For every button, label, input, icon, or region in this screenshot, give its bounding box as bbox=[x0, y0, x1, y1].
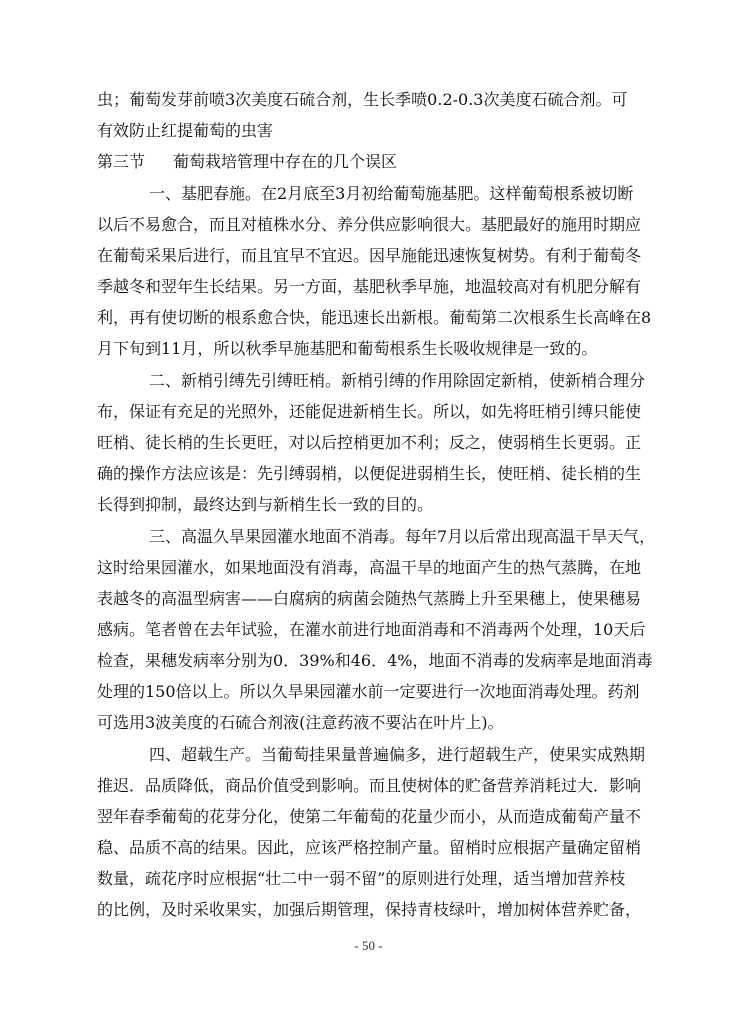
paragraph-3 bbox=[97, 521, 657, 738]
paragraph-line: 以后不易愈合，而且对植株水分、养分供应影响很大。基肥最好的施用时期应 bbox=[97, 215, 642, 234]
paragraph-line: 翌年春季葡萄的花芽分化，使第二年葡萄的花量少而小，从而造成葡萄产量不 bbox=[97, 807, 642, 826]
paragraph-line: 月下旬到11月，所以秋季早施基肥和葡萄根系生长吸收规律是一致的。 bbox=[97, 339, 598, 358]
section-heading bbox=[97, 146, 657, 177]
paragraph-line: 可选用3波美度的石硫合剂液(注意药液不要沾在叶片上)。 bbox=[97, 713, 504, 732]
paragraph-2 bbox=[97, 365, 657, 520]
paragraph-line: 表越冬的高温型病害——白腐病的病菌会随热气蒸腾上升至果穗上，使果穗易 bbox=[97, 589, 642, 608]
paragraph-line: 长得到抑制，最终达到与新梢生长一致的目的。 bbox=[97, 495, 434, 514]
section-title: 葡萄栽培管理中存在的几个误区 bbox=[173, 152, 398, 171]
paragraph-line: 旺梢、徒长梢的生长更旺，对以后控梢更加不利；反之，使弱梢生长更弱。正 bbox=[97, 433, 642, 452]
paragraph-line: 处理的150倍以上。所以久旱果园灌水前一定要进行一次地面消毒处理。药剂 bbox=[97, 682, 640, 701]
paragraph-line: 利，再有使切断的根系愈合快，能迅速长出新根。葡萄第二次根系生长高峰在8 bbox=[97, 308, 652, 327]
paragraph-line: 稳、品质不高的结果。因此，应该严格控制产量。留梢时应根据产量确定留梢 bbox=[97, 838, 642, 857]
paragraph-line: 检查，果穗发病率分别为0．39%和46．4%，地面不消毒的发病率是地面消毒 bbox=[97, 651, 653, 670]
section-number: 第三节 bbox=[97, 152, 146, 171]
paragraph-line: 一、基肥春施。在2月底至3月初给葡萄施基肥。这样葡萄根系被切断 bbox=[149, 184, 634, 203]
paragraph-line: 数量，疏花序时应根据“壮二中一弱不留”的原则进行处理，适当增加营养枝 bbox=[97, 869, 626, 888]
intro-line: 有效防止红提葡萄的虫害 bbox=[97, 121, 274, 140]
paragraph-line: 布，保证有充足的光照外，还能促进新梢生长。所以，如先将旺梢引缚只能使 bbox=[97, 402, 642, 421]
intro-line: 虫；葡萄发芽前喷3次美度石硫合剂，生长季喷0.2-0.3次美度石硫合剂。可 bbox=[97, 90, 628, 109]
paragraph-line: 四、超载生产。当葡萄挂果量普遍偏多，进行超载生产，使果实成熟期 bbox=[149, 745, 646, 764]
page-number: - 50 - bbox=[354, 938, 383, 953]
paragraph-line: 的比例，及时采收果实，加强后期管理，保持青枝绿叶，增加树体营养贮备， bbox=[97, 900, 642, 919]
paragraph-line: 季越冬和翌年生长结果。另一方面，基肥秋季早施，地温较高对有机肥分解有 bbox=[97, 277, 642, 296]
paragraph-line: 感病。笔者曾在去年试验，在灌水前进行地面消毒和不消毒两个处理，10天后 bbox=[97, 620, 646, 639]
paragraph-4 bbox=[97, 739, 657, 925]
paragraph-line: 推迟．品质降低，商品价值受到影响。而且使树体的贮备营养消耗过大．影响 bbox=[97, 776, 642, 795]
paragraph-line: 三、高温久旱果园灌水地面不消毒。每年7月以后常出现高温干旱天气， bbox=[149, 527, 656, 546]
paragraph-line: 二、新梢引缚先引缚旺梢。新梢引缚的作用除固定新梢，使新梢合理分 bbox=[149, 371, 646, 390]
paragraph-line: 确的操作方法应该是：先引缚弱梢，以便促进弱梢生长，使旺梢、徒长梢的生 bbox=[97, 464, 642, 483]
paragraph-1 bbox=[97, 178, 657, 364]
paragraph-line: 在葡萄采果后进行，而且宜早不宜迟。因早施能迅速恢复树势。有利于葡萄冬 bbox=[97, 246, 642, 265]
document-page bbox=[97, 84, 657, 925]
paragraph-line: 这时给果园灌水，如果地面没有消毒，高温干旱的地面产生的热气蒸腾，在地 bbox=[97, 558, 642, 577]
